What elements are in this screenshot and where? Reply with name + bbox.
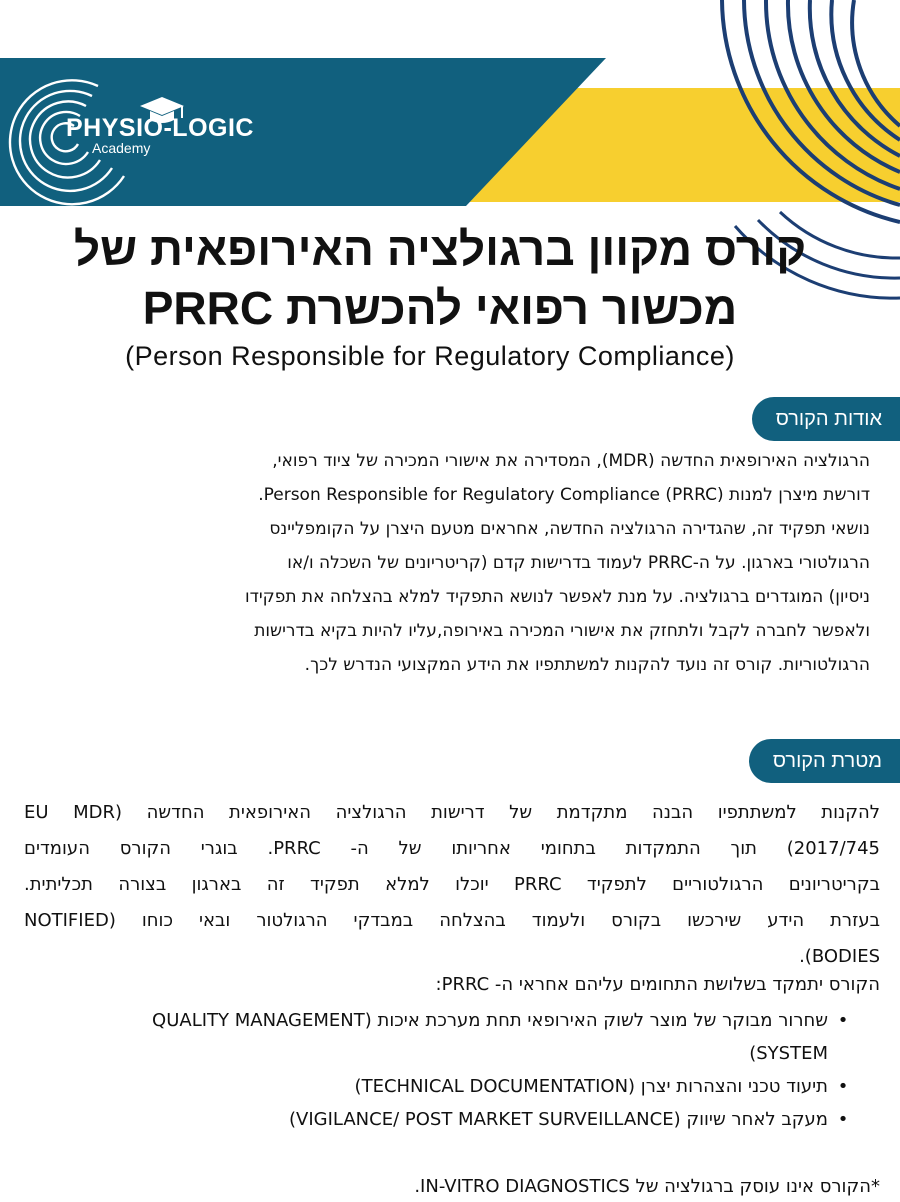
about-line: דורשת מיצרן למנות Person Responsible for Regulatory Compliance (PRRC). <box>258 485 870 505</box>
about-paragraph <box>245 444 870 682</box>
list-item <box>8 1103 849 1136</box>
list-item-line: SYSTEM) <box>749 1043 828 1064</box>
about-heading: אודות הקורס <box>752 397 900 441</box>
list-item-line: שחרור מבוקר של מוצר לשוק האירופאי תחת מערכת איכות (QUALITY MANAGEMENT <box>152 1010 828 1031</box>
goal-line: להקנות למשתתפיו הבנה מתקדמת של דרישות הרגולציה האירופאית החדשה (EU MDR <box>24 802 880 823</box>
bullet-icon: • <box>837 1109 849 1130</box>
list-item <box>8 1070 849 1103</box>
goal-line: בעזרת הידע שירכשו בקורס ולעמוד בהצלחה במבדקי הרגולטור ובאי כוחו (NOTIFIED <box>24 910 880 931</box>
logo-subtitle: Academy <box>92 140 151 156</box>
list-item-line: תיעוד טכני והצהרות יצרן (TECHNICAL DOCUMENTATION) <box>354 1076 828 1097</box>
goal-line: BODIES). <box>799 946 880 967</box>
footnote: *הקורס אינו עוסק ברגולציה של IN-VITRO DIAGNOSTICS. <box>414 1176 880 1197</box>
about-line: ניסיון) המוגדרים ברגולציה. על מנת לאפשר לנושא התפקיד למלא בהצלחה את תפקידו <box>244 587 870 607</box>
goal-paragraph <box>24 795 880 975</box>
about-line: נושאי תפקיד זה, שהגדירה הרגולציה החדשה, אחראים מטעם היצרן על הקומפליינס <box>269 519 870 539</box>
goal-line: בקריטריונים הרגולטוריים לתפקיד PRRC יוכלו למלא תפקיד זה בארגון בצורה תכליתית. <box>24 874 880 895</box>
about-line: הרגולטורי בארגון. על ה-PRRC לעמוד בדרישות קדם (קריטריונים של השכלה ו/או <box>287 553 870 573</box>
list-item <box>8 1004 849 1070</box>
page-title-line-2: מכשור רפואי להכשרת PRRC <box>142 282 738 334</box>
bullet-icon: • <box>837 1010 849 1031</box>
about-line: הרגולציה האירופאית החדשה (MDR), המסדירה את אישורי המכירה של ציוד רפואי, <box>272 451 870 471</box>
logo-name: PHYSIO-LOGIC <box>66 114 254 142</box>
about-line: הרגולטוריות. קורס זה נועד להקנות למשתתפיו את הידע המקצועי הנדרש לכך. <box>304 655 870 675</box>
goal-intro: הקורס יתמקד בשלושת התחומים עליהם אחראי ה- PRRC: <box>435 974 880 995</box>
focus-areas-list <box>8 1004 848 1136</box>
about-line: ולאפשר לחברה לקבל ולתחזק את אישורי המכירה באירופה,עליו להיות בקיא בדרישות <box>254 621 870 641</box>
page-subtitle: (Person Responsible for Regulatory Compliance) <box>125 341 735 371</box>
goal-heading: מטרת הקורס <box>749 739 900 783</box>
goal-line: 2017/745) תוך התמקדות בתחומי אחריותו של ה- PRRC. בוגרי הקורס העומדים <box>24 838 880 859</box>
page-title-line-1: קורס מקוון ברגולציה האירופאית של <box>73 223 807 275</box>
list-item-line: מעקב לאחר שיווק (VIGILANCE/ POST MARKET SURVEILLANCE) <box>289 1109 828 1130</box>
bullet-icon: • <box>837 1076 849 1097</box>
